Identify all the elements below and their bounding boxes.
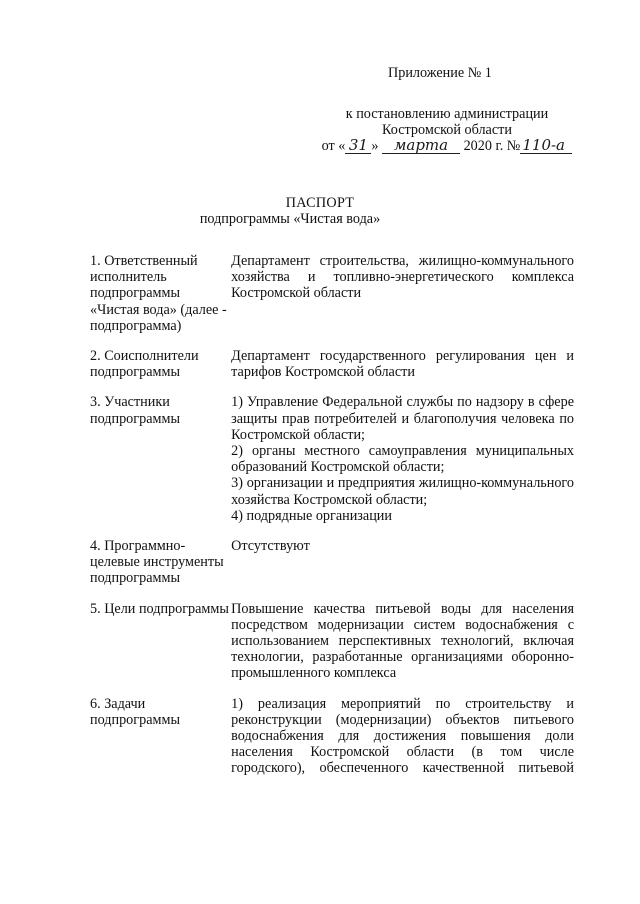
- table-row: [90, 253, 574, 334]
- table-row: [90, 538, 574, 587]
- row-label: 4. Программно-целевые инструменты подпрограммы: [90, 538, 224, 587]
- date-prefix: от «: [321, 138, 346, 155]
- row-value: Департамент государственного регулирования цен и тарифов Костромской области: [231, 348, 574, 381]
- list-item: 1) Управление Федеральной службы по надзору в сфере защиты прав потребителей и благополучия человека по Костромской области;: [231, 394, 574, 443]
- table-row: [90, 394, 574, 524]
- title-line-2: подпрограммы «Чистая вода»: [199, 211, 381, 228]
- date-year: 2020 г. №: [463, 138, 521, 155]
- passport-title: [0, 195, 640, 227]
- table-row: [90, 601, 574, 682]
- table-row: [90, 696, 574, 777]
- decree-date-line: [316, 138, 578, 154]
- title-line-1: ПАСПОРТ: [285, 195, 355, 211]
- row-label: 6. Задачи подпрограммы: [90, 695, 180, 728]
- row-label: 2. Соисполнители подпрограммы: [90, 348, 199, 381]
- row-value: 1) реализация мероприятий по строительству и реконструкции (модернизации) объектов питьевого водоснабжения для достижения повышения доли населения Костромской области (в том числе городского), обеспеченного качественной питьевой: [231, 695, 574, 777]
- handwritten-decree-number: 110-а: [520, 138, 572, 154]
- table-row: [90, 348, 574, 380]
- handwritten-month: марта: [382, 138, 460, 154]
- row-label: 3. Участники подпрограммы: [90, 394, 180, 427]
- list-item: 2) органы местного самоуправления муниципальных образований Костромской области;: [231, 443, 574, 476]
- row-label: 5. Цели подпрограммы: [90, 600, 229, 617]
- row-value: Отсутствуют: [231, 538, 310, 555]
- decree-reference: [316, 106, 578, 155]
- date-mid: »: [371, 138, 379, 155]
- row-value: Повышение качества питьевой воды для населения посредством модернизации систем водоснабжения с использованием перспективных технологий, включая технологии, разработанные организациями оборонно-промышленного комплекса: [231, 600, 574, 682]
- decree-line-2: Костромской области: [382, 122, 512, 139]
- list-item: 4) подрядные организации: [231, 507, 392, 524]
- list-item: 3) организации и предприятия жилищно-коммунального хозяйства Костромской области;: [231, 475, 574, 508]
- row-value-list: [231, 394, 574, 524]
- appendix-label: Приложение № 1: [388, 65, 492, 81]
- row-label: 1. Ответственный исполнитель подпрограммы «Чистая вода» (далее - подпрограмма): [90, 253, 227, 334]
- handwritten-day: 31: [345, 138, 371, 154]
- decree-line-1: к постановлению администрации: [345, 106, 549, 122]
- passport-table: [90, 253, 574, 777]
- row-value: Департамент строительства, жилищно-коммунального хозяйства и топливно-энергетического комплекса Костромской области: [231, 253, 574, 302]
